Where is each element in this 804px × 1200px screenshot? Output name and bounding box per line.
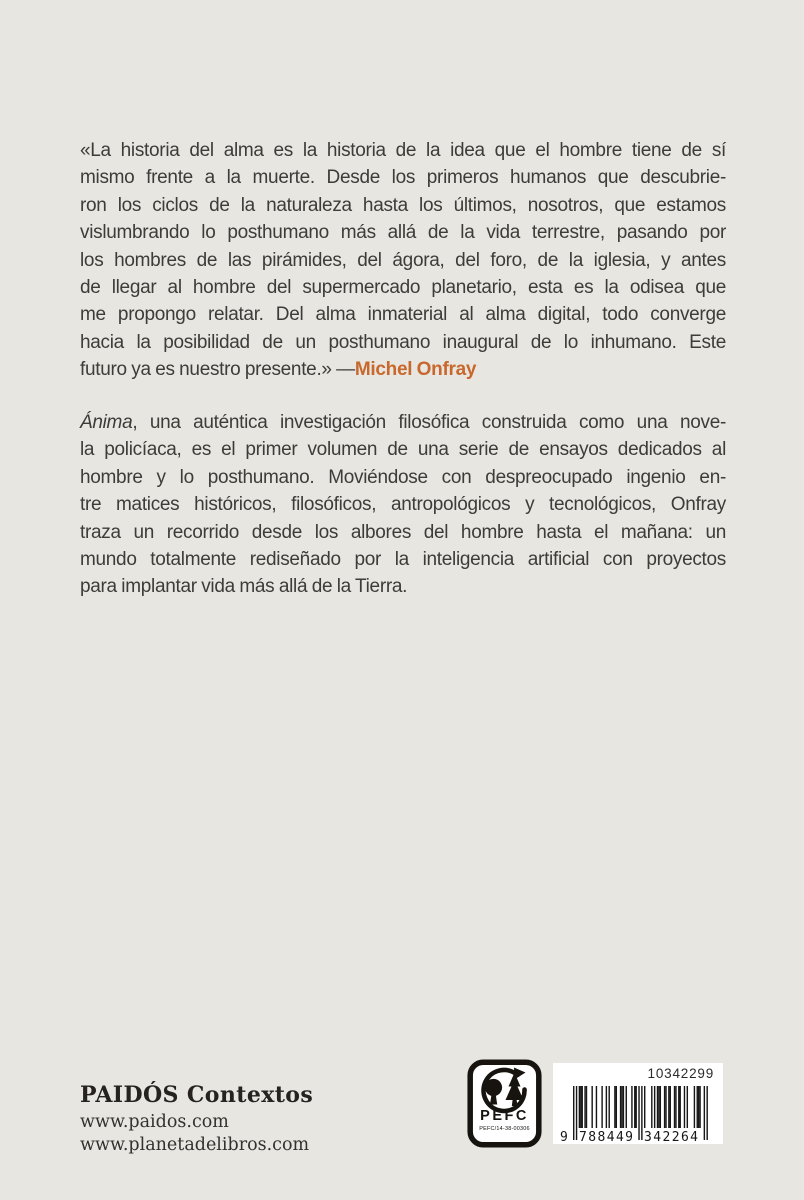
quote-line-1 (80, 137, 726, 164)
imprint-name: PAIDÓS Contextos (80, 1082, 314, 1108)
quote-line-7 (80, 301, 726, 328)
quote-line-5 (80, 247, 726, 274)
synopsis-line-1 (80, 409, 726, 436)
ean13-barcode-icon (559, 1086, 711, 1143)
synopsis-last-line (80, 573, 726, 600)
quote-last-line (80, 356, 726, 383)
synopsis-line-2 (80, 436, 726, 463)
book-title: Ánima (80, 412, 133, 433)
pefc-cert-code: PEFC/14-38-00306 (479, 1126, 530, 1132)
barcode-top-number: 10342299 (647, 1066, 714, 1081)
pefc-wordmark: PEFC (480, 1108, 529, 1124)
planetadelibros-url: www.planetadelibros.com (80, 1135, 310, 1155)
quote-closing-text: futuro ya es nuestro presente.» — (80, 359, 355, 381)
synopsis-line-5 (80, 519, 726, 546)
synopsis-line-text: la policíaca, es el primer volumen de una serie de ensayos dedicados al (80, 439, 726, 461)
synopsis-line-6 (80, 546, 726, 573)
quote-line-3 (80, 192, 726, 219)
quote-line-text: hacia la posibilidad de un posthumano inaugural de lo inhumano. Este (80, 331, 726, 353)
synopsis-line-text: traza un recorrido desde los albores del hombre hasta el mañana: un (80, 521, 726, 543)
quote-line-text: me propongo relatar. Del alma inmaterial al alma digital, todo converge (80, 304, 726, 326)
svg-text:342264: 342264 (644, 1130, 698, 1143)
synopsis-line-text: , una auténtica investigación filosófica construida como una nove- (132, 412, 726, 433)
synopsis-line-text: mundo totalmente rediseñado por la inteligencia artificial con proyectos (80, 548, 726, 570)
svg-text:788449: 788449 (579, 1130, 633, 1143)
quote-line-8 (80, 329, 726, 356)
author-name: Michel Onfray (354, 359, 477, 381)
quote-line-text: «La historia del alma es la historia de la idea que el hombre tiene de sí (80, 140, 726, 161)
quote-line-text: de llegar al hombre del supermercado planetario, esta es la odisea que (80, 276, 726, 298)
pefc-logo (467, 1059, 542, 1148)
synopsis-line-4 (80, 491, 726, 518)
svg-text:9: 9 (560, 1130, 568, 1143)
quote-line-2 (80, 164, 726, 191)
quote-line-text: vislumbrando lo posthumano más allá de la vida terrestre, pasando por (80, 222, 726, 244)
quote-paragraph (80, 137, 726, 384)
barcode-label (553, 1063, 723, 1144)
publisher-footer (80, 1082, 313, 1157)
quote-line-4 (80, 219, 726, 246)
pefc-trees-icon (467, 1059, 542, 1148)
publisher-url: www.paidos.com (80, 1112, 229, 1132)
synopsis-line-3 (80, 464, 726, 491)
quote-line-text: los hombres de las pirámides, del ágora, del foro, de la iglesia, y antes (80, 249, 726, 271)
synopsis-line-text: para implantar vida más allá de la Tierra. (80, 576, 408, 598)
quote-line-text: mismo frente a la muerte. Desde los primeros humanos que descubrie- (80, 167, 726, 189)
synopsis-line-text: tre matices históricos, filosóficos, antropológicos y tecnológicos, Onfray (80, 494, 726, 516)
quote-line-text: ron los ciclos de la naturaleza hasta los últimos, nosotros, que estamos (80, 194, 726, 216)
synopsis-line-text: hombre y lo posthumano. Moviéndose con despreocupado ingenio en- (80, 466, 726, 488)
quote-line-6 (80, 274, 726, 301)
synopsis-paragraph (80, 409, 726, 601)
